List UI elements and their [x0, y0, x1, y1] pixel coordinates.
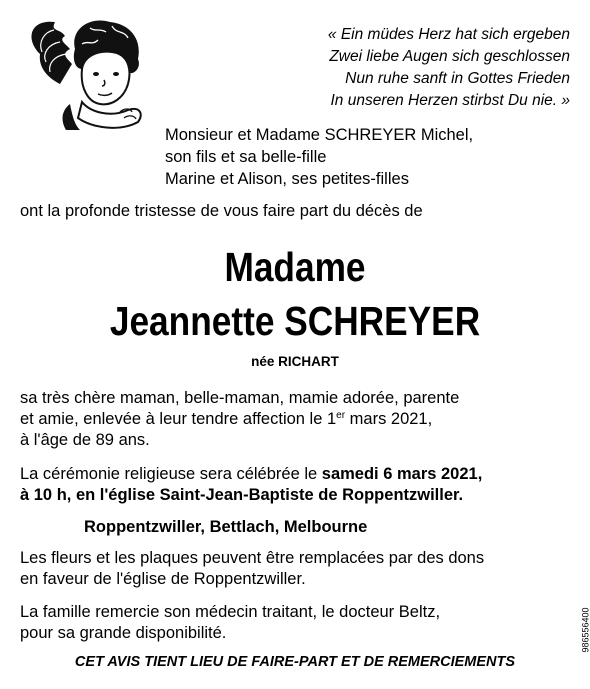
bio-text: mars 2021,	[345, 410, 433, 428]
cities: Roppentzwiller, Bettlach, Melbourne	[84, 518, 368, 536]
family-announcers	[165, 124, 473, 190]
family-line: son fils et sa belle-fille	[165, 148, 327, 166]
bio-line: à l'âge de 89 ans.	[20, 431, 150, 449]
ceremony-paragraph	[20, 464, 482, 506]
intro-text: ont la profonde tristesse de vous faire part du décès de	[20, 202, 423, 220]
bio-line: sa très chère maman, belle-maman, mamie adorée, parente	[20, 389, 460, 407]
deceased-name: Jeannette SCHREYER	[109, 298, 481, 344]
poem-line: Nun ruhe sanft in Gottes Frieden	[345, 70, 570, 87]
thanks-line: pour sa grande disponibilité.	[20, 624, 227, 642]
ceremony-date: samedi 6 mars 2021,	[321, 465, 483, 483]
flowers-paragraph	[20, 548, 484, 590]
footer-notice: CET AVIS TIENT LIEU DE FAIRE-PART ET DE REMERCIEMENTS	[74, 654, 516, 670]
bio-line	[20, 409, 459, 430]
deceased-title: Madame	[224, 244, 366, 290]
cherub-illustration	[20, 14, 170, 132]
poem	[328, 24, 570, 112]
bio-paragraph	[20, 388, 459, 451]
maiden-name: née RICHART	[251, 354, 339, 369]
family-line: Marine et Alison, ses petites-filles	[165, 170, 409, 188]
ceremony-line	[20, 464, 482, 485]
flowers-line: en faveur de l'église de Roppentzwiller.	[20, 570, 306, 588]
poem-line: « Ein müdes Herz hat sich ergeben	[327, 26, 570, 43]
family-line: Monsieur et Madame SCHREYER Michel,	[165, 126, 474, 144]
thanks-paragraph	[20, 602, 440, 644]
ordinal-suffix: er	[336, 410, 346, 421]
ceremony-line: à 10 h, en l'église Saint-Jean-Baptiste de Roppentzwiller.	[20, 486, 464, 504]
reference-number: 986556400	[580, 607, 590, 653]
bio-text: et amie, enlevée à leur tendre affection le 1	[20, 410, 337, 428]
poem-line: Zwei liebe Augen sich geschlossen	[329, 48, 570, 65]
ceremony-text: La cérémonie religieuse sera célébrée le	[20, 465, 322, 483]
poem-line: In unseren Herzen stirbst Du nie. »	[330, 92, 570, 109]
thanks-line: La famille remercie son médecin traitant, le docteur Beltz,	[20, 603, 441, 621]
flowers-line: Les fleurs et les plaques peuvent être remplacées par des dons	[20, 549, 485, 567]
